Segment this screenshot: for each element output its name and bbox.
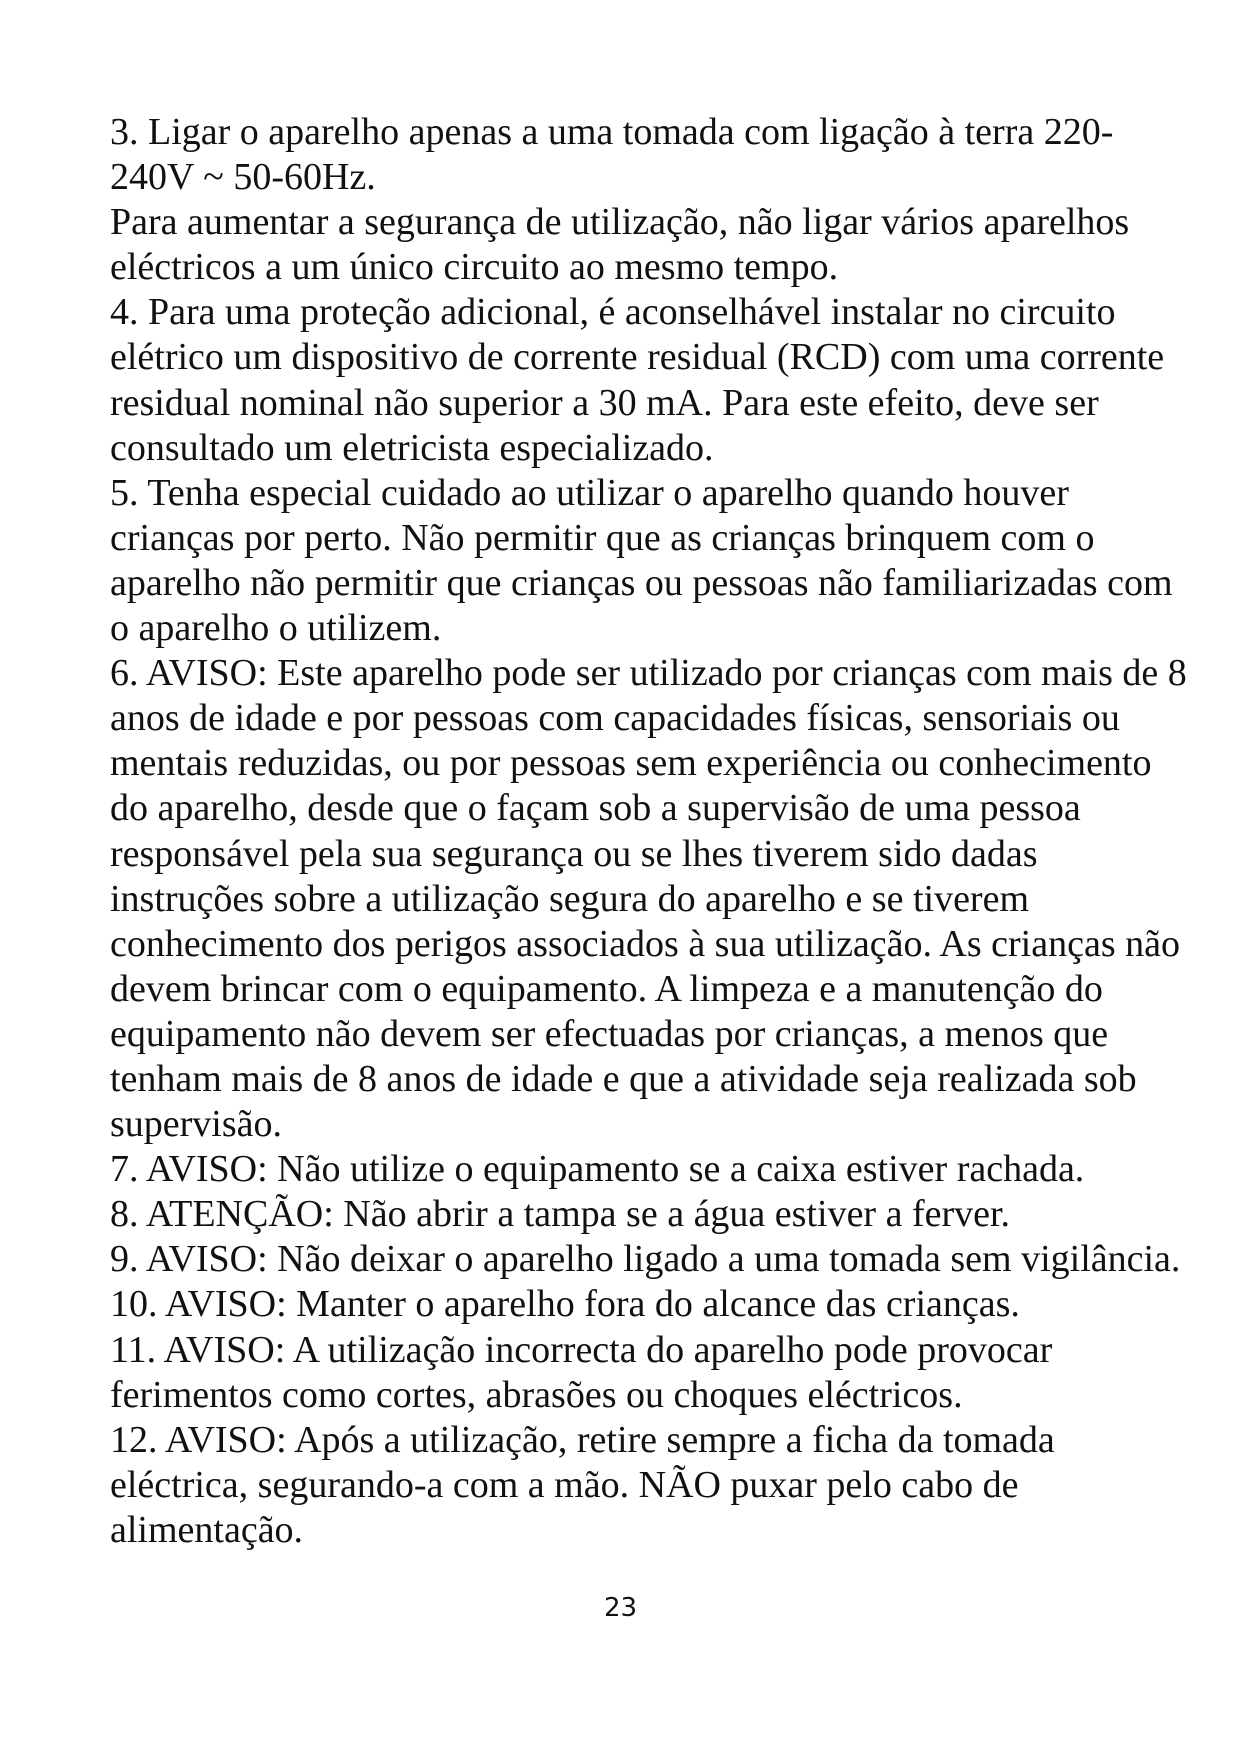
instruction-9-unattended: 9. AVISO: Não deixar o aparelho ligado a uma tomada sem vigilância. — [110, 1238, 1181, 1281]
instruction-4-rcd: 4. Para uma proteção adicional, é aconselhável instalar no circuito elétrico um dispositivo de corrente residual (RCD) com uma corrente residual nominal não superior a 30 mA. Para este efeito, deve ser consultado um eletricista especializado. — [110, 291, 1165, 469]
instruction-8-boiling-lid: 8. ATENÇÃO: Não abrir a tampa se a água estiver a ferver. — [110, 1193, 1011, 1236]
instruction-10-out-of-reach: 10. AVISO: Manter o aparelho fora do alcance das crianças. — [110, 1283, 1020, 1326]
instruction-3-power-supply: 3. Ligar o aparelho apenas a uma tomada com ligação à terra 220-240V ~ 50-60Hz. — [110, 111, 1114, 199]
instruction-6-warning-usage: 6. AVISO: Este aparelho pode ser utilizado por crianças com mais de 8 anos de idade e por pessoas com capacidades físicas, sensoriais ou mentais reduzidas, ou por pessoas sem experiência ou conhecimento do aparelho, desde que o façam sob a supervisão de uma pessoa responsável pela sua segurança ou se lhes tiverem sido dadas instruções sobre a utilização segura do aparelho e se tiverem conhecimento dos perigos associados à sua utilização. As crianças não devem brincar com o equipamento. A limpeza e a manutenção do equipamento não devem ser efectuadas por crianças, a menos que tenham mais de 8 anos de idade e que a atividade seja realizada sob supervisão. — [110, 652, 1187, 1146]
page-number: 23 — [603, 1593, 638, 1623]
document-body — [110, 110, 1190, 1553]
instruction-12-unplug: 12. AVISO: Após a utilização, retire sempre a ficha da tomada eléctrica, segurando-a com a mão. NÃO puxar pelo cabo de alimentação. — [110, 1418, 1055, 1551]
safety-note-multiple-appliances: Para aumentar a segurança de utilização, não ligar vários aparelhos eléctricos a um único circuito ao mesmo tempo. — [110, 201, 1130, 289]
instruction-7-cracked-housing: 7. AVISO: Não utilize o equipamento se a caixa estiver rachada. — [110, 1148, 1085, 1191]
instruction-5-children-care: 5. Tenha especial cuidado ao utilizar o aparelho quando houver crianças por perto. Não permitir que as crianças brinquem com o aparelho não permitir que crianças ou pessoas não familiarizadas com o aparelho o utilizem. — [110, 471, 1173, 650]
instruction-11-incorrect-use: 11. AVISO: A utilização incorrecta do aparelho pode provocar ferimentos como cortes, abrasões ou choques eléctricos. — [110, 1328, 1053, 1416]
